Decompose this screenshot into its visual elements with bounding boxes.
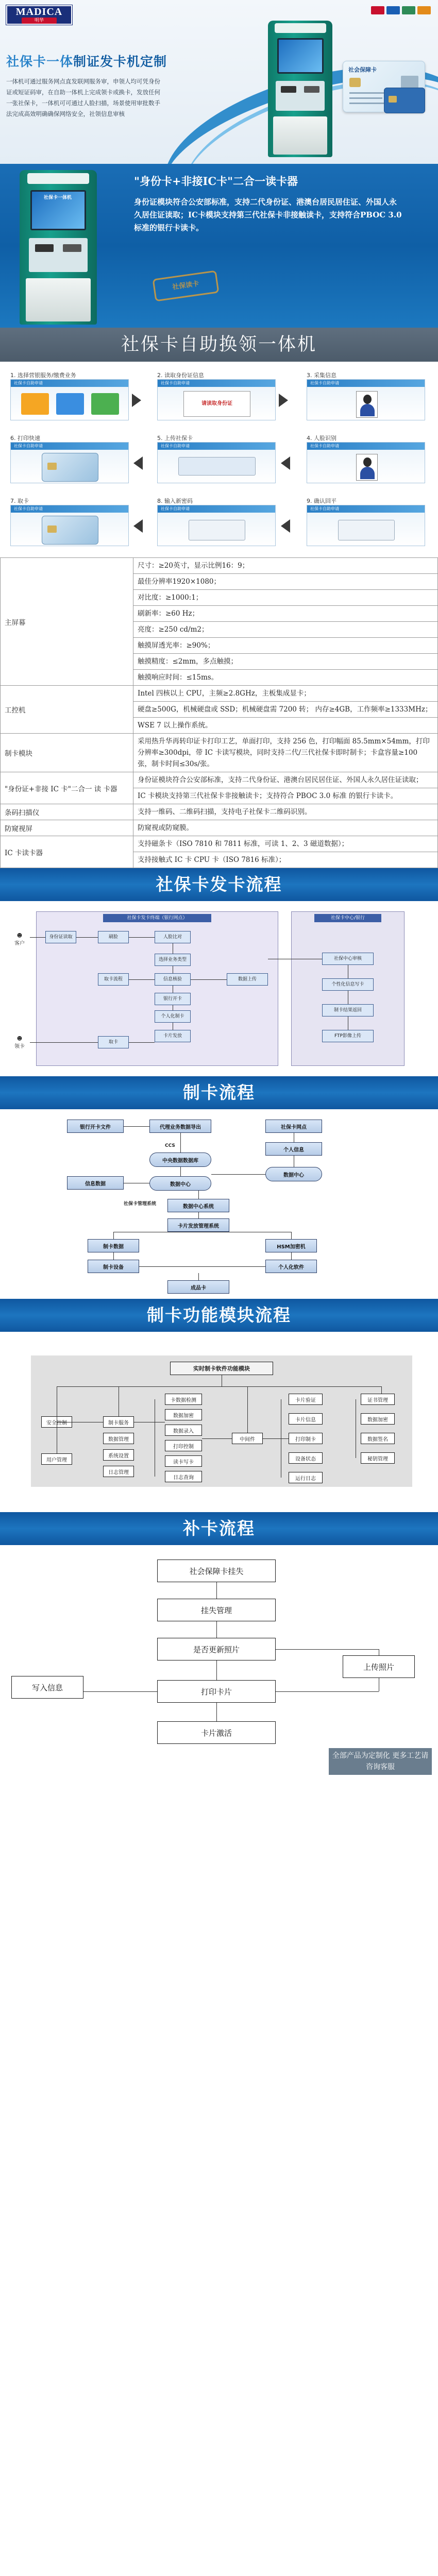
hero-title-part1: 社保卡一体 (6, 54, 74, 69)
step-label: 1. 选择营银服务/缴费业务 (10, 372, 76, 379)
spec-value: WSE 7 以上操作系统。 (133, 718, 438, 734)
spec-value: 触摸屏透光率：≥90%； (133, 638, 438, 654)
lane-terminal-header: 社保卡发卡终端（银行网点） (103, 914, 211, 922)
spec-row (1, 772, 438, 788)
flow-node: 社保卡网点 (265, 1120, 322, 1133)
stamp-badge: 社保读卡 (153, 270, 220, 302)
flow-step: 卡片激活 (157, 1721, 276, 1744)
spec-key: 工控机 (1, 686, 133, 734)
flow-node: 卡片发放管理系统 (167, 1218, 229, 1232)
main-title: 社保卡自助换领一体机 (0, 328, 438, 362)
payment-logo-icon (371, 6, 384, 14)
person-icon (356, 391, 378, 418)
flow-box: 选择业务类型 (155, 954, 191, 966)
module-node: 秘钥管理 (361, 1452, 395, 1464)
spec-value: IC 卡模块支持第三代社保卡非接触读卡；支持符合 PBOC 3.0 标准 的银行卡读卡。 (133, 788, 438, 804)
step-screen-title: 社保卡自助申请 (14, 381, 43, 385)
spec-key: 条码扫描仪 (1, 804, 133, 820)
flow-node: 银行开卡文件 (67, 1120, 124, 1133)
module-node: 日志管理 (103, 1466, 134, 1477)
spec-value: 支持接触式 IC 卡 CPU 卡（ISO 7816 标准）； (133, 852, 438, 868)
spec-value: 防窥视或防窥膜。 (133, 820, 438, 836)
flow-box: 取卡流程 (98, 973, 129, 986)
flow-box: 卡片发放 (155, 1030, 191, 1042)
spec-value: 对比度：≥1000:1； (133, 590, 438, 606)
flow-node: 成品卡 (167, 1280, 229, 1294)
module-node: 证书管理 (361, 1394, 395, 1405)
step-card (10, 371, 129, 420)
step-screen-title: 社保卡自助申请 (161, 506, 190, 511)
kiosk-image (268, 21, 332, 157)
flow-step: 挂失管理 (157, 1599, 276, 1621)
module-node: 运行日志 (289, 1472, 323, 1483)
step-card (157, 434, 276, 483)
step-screen-title: 社保卡自助申请 (310, 381, 339, 385)
step-screen-title: 社保卡自助申请 (14, 444, 43, 448)
kiosk-image (20, 170, 97, 325)
spec-row (1, 820, 438, 836)
spec-value: Intel 四核以上 CPU，主频≥2.8GHz，主板集成显卡； (133, 686, 438, 702)
step-card (157, 497, 276, 546)
module-node: 卡片验证 (289, 1394, 323, 1405)
flow-box: 个人化制卡 (155, 1010, 191, 1023)
flow-node: 个人信息 (265, 1142, 322, 1156)
flow-step: 打印卡片 (157, 1680, 276, 1703)
payment-logo-icon (417, 6, 431, 14)
module-node: 日志查询 (165, 1471, 202, 1482)
flow-node: 制卡数据 (88, 1239, 139, 1252)
spec-row (1, 734, 438, 772)
flow-box: 信息核验 (155, 973, 191, 986)
module-node: 系统设置 (103, 1449, 134, 1461)
module-node: 数据录入 (165, 1425, 202, 1436)
card-title: 社会保障卡 (348, 66, 377, 73)
person-icon: ☻ 领卡 (14, 1036, 25, 1049)
flow-step: 上传照片 (343, 1655, 415, 1678)
flow-label: CCS (165, 1143, 175, 1148)
flow-node: 个人化软件 (265, 1260, 317, 1273)
database-icon: 数据中心 (149, 1176, 211, 1191)
footer-note: 全部产品为定制化 更多工艺请咨询客服 (329, 1748, 432, 1775)
payment-logo-icon (402, 6, 415, 14)
spec-key: "身份证+非接 IC 卡"二合一 读 卡器 (1, 772, 133, 804)
spec-row (1, 558, 438, 574)
flow-box: 个性化信息写卡 (322, 978, 374, 991)
chip-icon (349, 78, 361, 87)
brand-logo (6, 5, 72, 25)
spec-row (1, 804, 438, 820)
step-dialog-text: 请读取身份证 (201, 401, 232, 406)
module-node: 用户管理 (41, 1453, 72, 1465)
flow-node: 信息数据 (67, 1176, 124, 1190)
hero-description: 一体机可通过服务网点直发联网服务审，申领人均可凭身份证或短证码审，在自助一体机上完成领卡或换卡，发放任何一张社保卡，一体机可可通过人脸扫描，场景使用审批数手法完成高效明确确保网络安全，社领信息审核 (6, 78, 160, 117)
section-title-module-flow: 制卡功能模块流程 (0, 1299, 438, 1332)
step-card (307, 497, 425, 546)
flow-box: 取卡 (98, 1036, 129, 1048)
spec-key: 防窥视屏 (1, 820, 133, 836)
step-card (307, 371, 425, 420)
step-screen-title: 社保卡自助申请 (310, 444, 339, 448)
module-node: 制卡服务 (103, 1416, 134, 1428)
spec-row (1, 836, 438, 852)
card-icon (42, 453, 98, 482)
flow-node: HSM加密机 (265, 1239, 317, 1252)
spec-key: 主屏幕 (1, 558, 133, 686)
module-node: 打印制卡 (289, 1433, 323, 1444)
spec-key: 制卡模块 (1, 734, 133, 772)
spec-table (0, 557, 438, 868)
flow-box: 社保中心审核 (322, 953, 374, 965)
step-screen-title: 社保卡自助申请 (14, 506, 43, 511)
flow-node: 代理业务数据导出 (149, 1120, 211, 1133)
card-icon (42, 516, 98, 545)
step-label: 8. 输入新密码 (157, 498, 193, 504)
module-flow-diagram (0, 1332, 438, 1512)
spec-value: 刷新率：≥60 Hz； (133, 606, 438, 622)
module-node: 数据加密 (361, 1413, 395, 1425)
flow-node: 制卡设备 (88, 1260, 139, 1273)
spec-value: 触摸精度：≤2mm，多点触摸； (133, 654, 438, 670)
module-node: 打印控制 (165, 1440, 202, 1451)
lane-center-header: 社保卡中心/银行 (314, 914, 381, 922)
step-card (307, 434, 425, 483)
module-node: 设备状态 (289, 1452, 323, 1464)
issue-flow-diagram (0, 901, 438, 1076)
database-icon: 数据中心 (265, 1167, 322, 1181)
step-screen-title: 社保卡自助申请 (310, 506, 339, 511)
step-label: 9. 确认回平 (307, 498, 336, 504)
step-label: 5. 上传社保卡 (157, 435, 193, 442)
step-label: 2. 读取身份证信息 (157, 372, 204, 379)
module-node: 卡数据检测 (165, 1394, 202, 1405)
flow-box: FTP影像上传 (322, 1030, 374, 1042)
payment-logo-icon (386, 6, 400, 14)
database-icon: 中央数据数据库 (149, 1153, 211, 1167)
spec-key: IC 卡读卡器 (1, 836, 133, 868)
flow-label: 社保卡管理系统 (124, 1201, 157, 1207)
spec-value: 支持一维码、二维码扫描，支持电子社保卡二维码识别。 (133, 804, 438, 820)
arrow-left-icon (281, 456, 290, 470)
actor-label: 领卡 (14, 1044, 25, 1049)
flow-node: 数据中心系统 (167, 1199, 229, 1212)
module-node: 安全控制 (41, 1416, 72, 1428)
actor-label: 客户 (14, 941, 25, 946)
step-card (10, 497, 129, 546)
arrow-left-icon (281, 519, 290, 533)
step-label: 4. 人脸识别 (307, 435, 336, 442)
payment-logos (371, 6, 431, 14)
module-node: 读卡写卡 (165, 1455, 202, 1467)
arrow-right-icon (279, 394, 288, 407)
spec-value: 硬盘≥500G，机械硬盘或 SSD；机械硬盘需 7200 转； 内存≥4GB，工作频率≥1333MHz； (133, 702, 438, 718)
feature-title: "身份卡+非接IC卡"二合一读卡器 (134, 175, 298, 188)
spec-value: 最佳分辨率1920×1080； (133, 574, 438, 590)
step-screen-title: 社保卡自助申请 (161, 444, 190, 448)
section-title-card-flow: 制卡流程 (0, 1076, 438, 1109)
reissue-flow-diagram (0, 1545, 438, 1778)
kiosk-screen-text: 社保卡一体机 (43, 195, 72, 200)
spec-value: 身份证模块符合公安部标准，支持二代身份证、港澳台居民居住证、外国人永久居住证读取； (133, 772, 438, 788)
module-node: 数据加密 (165, 1409, 202, 1420)
steps-section (0, 362, 438, 557)
logo-sub-text: 明华 (22, 18, 57, 24)
section-title-issue-flow: 社保卡发卡流程 (0, 868, 438, 901)
bank-card-image (384, 88, 425, 113)
section-title-reissue-flow: 补卡流程 (0, 1512, 438, 1545)
flow-step: 写入信息 (11, 1676, 83, 1699)
spec-value: 采用热升华再转印证卡打印工艺，单面打印，支持 256 色，打印幅面 85.5mm×54mm，打印分辨率≥300dpi，带 IC 卡读写模块，同时支持二代/三代社保卡即时制卡；卡盒容量≥100 张，制卡时间≤30s/张。 (133, 734, 438, 772)
flow-box: 人脸比对 (155, 931, 191, 943)
flow-step: 社会保障卡挂失 (157, 1560, 276, 1582)
step-label: 6. 打印快速 (10, 435, 40, 442)
arrow-left-icon (133, 456, 143, 470)
module-node: 卡片信息 (289, 1413, 323, 1425)
module-node: 数据签名 (361, 1433, 395, 1444)
step-label: 7. 取卡 (10, 498, 29, 504)
arrow-right-icon (132, 394, 141, 407)
spec-value: 亮度：≥250 cd/m2； (133, 622, 438, 638)
step-screen-title: 社保卡自助申请 (161, 381, 190, 385)
arrow-left-icon (133, 519, 143, 533)
feature-band (0, 164, 438, 328)
hero-title (6, 52, 167, 70)
flow-box: 刷脸 (98, 931, 129, 943)
hero-section (0, 0, 438, 164)
module-node: 中间件 (232, 1433, 263, 1444)
flow-box: 身份证读取 (45, 931, 76, 943)
step-label: 3. 采集信息 (307, 372, 336, 379)
person-icon: ☻ 客户 (14, 933, 25, 946)
module-root: 实时制卡软件功能模块 (170, 1362, 273, 1375)
spec-value: 触摸响应时间：≤15ms。 (133, 670, 438, 686)
step-card (157, 371, 276, 420)
spec-value: 尺寸：≥20英寸，显示比例16：9； (133, 558, 438, 574)
step-card (10, 434, 129, 483)
feature-text: 身份证模块符合公安部标准，支持二代身份证、港澳台居民居住证、外国人永久居住证读取；IC卡模块支持第三代社保卡非接触读卡，支持符合PBOC 3.0标准的银行卡读卡。 (134, 197, 402, 232)
flow-box: 数据上传 (227, 973, 268, 986)
hero-title-part2: 制证发卡机定制 (73, 54, 167, 69)
flow-box: 银行开卡 (155, 993, 191, 1005)
flow-step: 是否更新照片 (157, 1638, 276, 1660)
spec-value: 支持磁条卡（ISO 7810 和 7811 标准，可读 1、2、3 磁道数据）； (133, 836, 438, 852)
module-node: 数据管理 (103, 1433, 134, 1444)
card-making-flow-diagram (0, 1109, 438, 1299)
spec-row (1, 686, 438, 702)
logo-main-text: MADICA (15, 6, 63, 18)
person-icon (356, 454, 378, 481)
flow-box: 制卡结果返回 (322, 1004, 374, 1016)
